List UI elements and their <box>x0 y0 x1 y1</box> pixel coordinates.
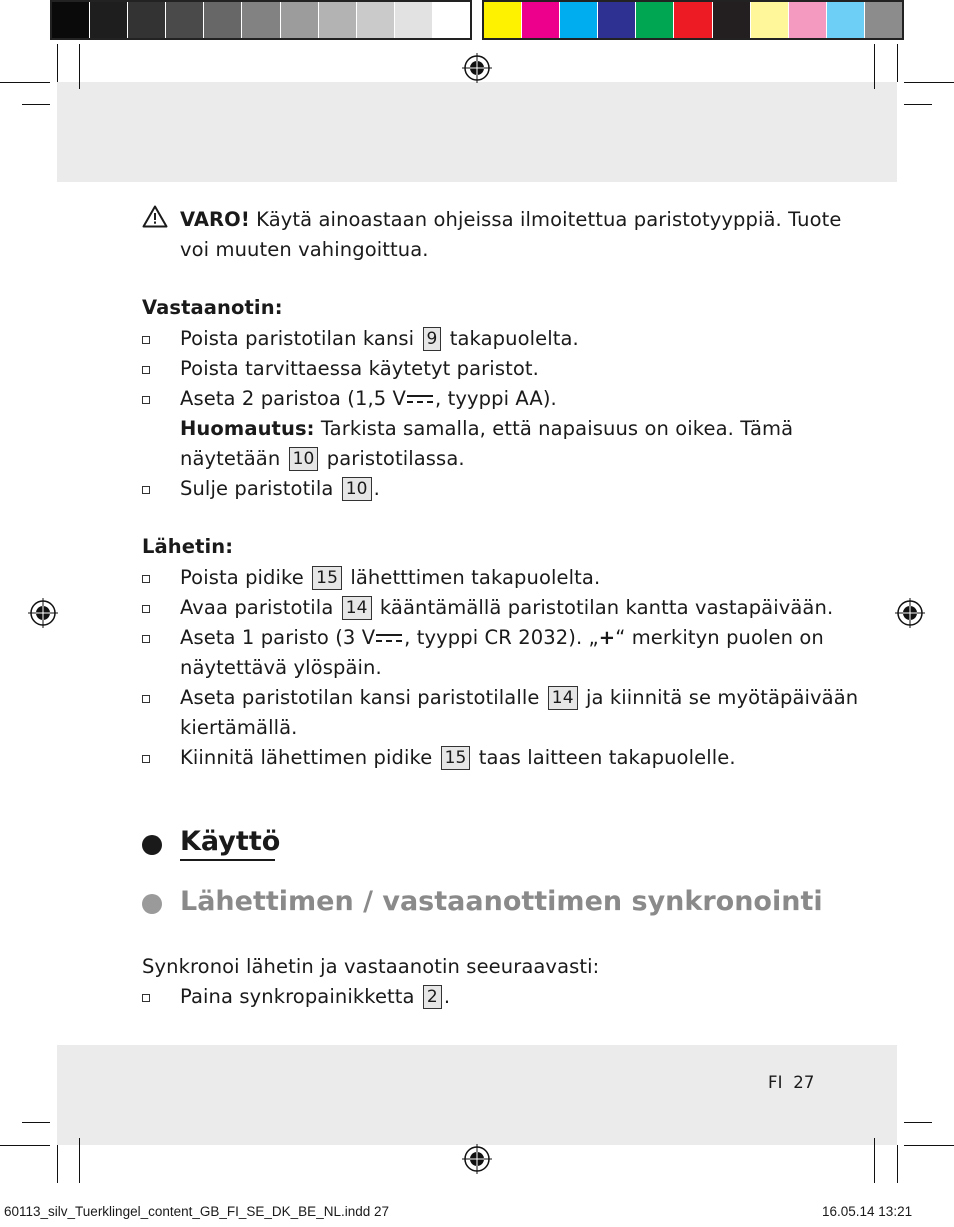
crop-mark <box>57 44 58 82</box>
plus-sign: + <box>598 626 616 649</box>
section-bullet-icon <box>142 835 162 855</box>
print-date-info: 16.05.14 13:21 <box>822 1204 913 1219</box>
warning-label: VARO! <box>180 208 250 231</box>
color-swatch <box>484 2 522 38</box>
step-text: Sulje paristotila <box>180 477 334 500</box>
note-text: paristotilassa. <box>326 447 465 470</box>
sync-step-1 <box>180 982 450 1012</box>
section-bullet-icon <box>142 894 162 914</box>
registration-mark-icon <box>895 598 925 628</box>
color-swatch <box>522 2 560 38</box>
color-swatch <box>52 2 90 38</box>
color-swatch <box>433 2 470 38</box>
color-swatch <box>674 2 712 38</box>
list-bullet <box>142 366 150 374</box>
section-title-underline <box>180 859 275 861</box>
dc-symbol-icon <box>407 392 433 406</box>
page-footer <box>768 1068 814 1098</box>
dc-symbol-icon <box>376 631 402 645</box>
step-text: “ merkityn puolen on <box>615 626 824 649</box>
part-reference: 14 <box>548 686 578 710</box>
list-bullet <box>142 994 150 1002</box>
color-swatch <box>357 2 395 38</box>
part-reference: 2 <box>423 985 442 1009</box>
print-file-info: 60113_silv_Tuerklingel_content_GB_FI_SE_DK_BE_NL.indd 27 <box>4 1204 389 1219</box>
language-code: FI <box>768 1073 783 1092</box>
warning-line-2: voi muuten vahingoittua. <box>180 238 429 261</box>
crop-mark <box>0 1145 50 1146</box>
color-swatch <box>560 2 598 38</box>
transmitter-step-2 <box>180 593 833 623</box>
crop-mark <box>79 1138 80 1183</box>
color-swatch <box>751 2 789 38</box>
part-reference: 14 <box>342 596 372 620</box>
color-swatch <box>636 2 674 38</box>
color-swatch <box>865 2 902 38</box>
process-color-bar <box>482 0 904 40</box>
crop-mark <box>57 1145 58 1183</box>
registration-mark-icon <box>28 598 58 628</box>
step-text: Poista paristotilan kansi <box>180 327 415 350</box>
crop-mark <box>22 104 50 105</box>
crop-mark <box>79 44 80 89</box>
note-text: Tarkista samalla, että napaisuus on oikea. Tämä <box>320 417 794 440</box>
transmitter-step-4 <box>180 683 858 713</box>
step-text: . <box>373 477 380 500</box>
step-text: kääntämällä paristotilan kantta vastapäivään. <box>379 596 834 619</box>
receiver-step-2: Poista tarvittaessa käytetyt paristot. <box>180 357 539 380</box>
step-text: , tyyppi CR 2032). „ <box>404 626 599 649</box>
list-bullet <box>142 755 150 763</box>
header-band <box>57 82 897 182</box>
list-bullet <box>142 486 150 494</box>
step-text: Aseta 2 paristoa (1,5 V <box>180 387 406 410</box>
color-swatch <box>242 2 280 38</box>
list-bullet <box>142 396 150 404</box>
step-text: taas laitteen takapuolelle. <box>478 746 736 769</box>
color-swatch <box>204 2 242 38</box>
list-bullet <box>142 336 150 344</box>
grayscale-color-bar <box>50 0 472 40</box>
registration-mark-icon <box>462 1144 492 1174</box>
part-reference: 15 <box>441 746 471 770</box>
transmitter-step-3 <box>180 623 824 653</box>
crop-mark <box>904 1122 932 1123</box>
step-text: Aseta 1 paristo (3 V <box>180 626 376 649</box>
transmitter-step-1 <box>180 563 600 593</box>
receiver-step-4 <box>180 474 380 504</box>
step-text: . <box>443 985 451 1008</box>
step-text: lähetttimen takapuolelta. <box>350 566 601 589</box>
color-swatch <box>281 2 319 38</box>
warning-triangle-icon <box>142 205 168 228</box>
sync-intro: Synkronoi lähetin ja vastaanotin seeuraavasti: <box>142 955 600 978</box>
part-reference: 10 <box>342 477 372 501</box>
crop-mark <box>874 1138 875 1183</box>
note-label: Huomautus: <box>180 417 315 440</box>
step-text: takapuolelta. <box>449 327 579 350</box>
crop-mark <box>897 1145 898 1183</box>
step-text: ja kiinnitä se myötäpäivään <box>585 686 859 709</box>
step-text: Aseta paristotilan kansi paristotilalle <box>180 686 540 709</box>
step-text: Paina synkropainikketta <box>180 985 415 1008</box>
transmitter-step-4-cont: kiertämällä. <box>180 716 298 739</box>
crop-mark <box>904 1145 954 1146</box>
transmitter-step-3-cont: näytettävä ylöspäin. <box>180 656 382 679</box>
part-reference: 9 <box>423 327 442 351</box>
crop-mark <box>904 82 954 83</box>
crop-mark <box>897 44 898 82</box>
step-text: Poista pidike <box>180 566 304 589</box>
part-reference: 15 <box>312 566 342 590</box>
color-swatch <box>395 2 433 38</box>
color-swatch <box>128 2 166 38</box>
crop-mark <box>874 44 875 89</box>
color-swatch <box>319 2 357 38</box>
receiver-step-1 <box>180 324 579 354</box>
section-title-use: Käyttö <box>180 826 281 857</box>
transmitter-step-5 <box>180 743 736 773</box>
warning-text: Käytä ainoastaan ohjeissa ilmoitettua paristotyyppiä. Tuote <box>256 208 842 231</box>
list-bullet <box>142 635 150 643</box>
color-swatch <box>166 2 204 38</box>
warning-line-1 <box>180 205 842 235</box>
color-swatch <box>827 2 865 38</box>
registration-mark-icon <box>462 53 492 83</box>
page-number: 27 <box>793 1073 815 1092</box>
list-bullet <box>142 575 150 583</box>
color-swatch <box>713 2 751 38</box>
part-reference: 10 <box>289 447 319 471</box>
step-text: Avaa paristotila <box>180 596 334 619</box>
step-text: Kiinnitä lähettimen pidike <box>180 746 433 769</box>
section-title-sync: Lähettimen / vastaanottimen synkronointi <box>180 886 823 917</box>
receiver-note-line-2 <box>180 444 465 474</box>
transmitter-heading: Lähetin: <box>142 535 234 558</box>
receiver-note-line-1 <box>180 414 793 444</box>
crop-mark <box>904 104 932 105</box>
crop-mark <box>22 1122 50 1123</box>
color-swatch <box>90 2 128 38</box>
receiver-step-3 <box>180 384 557 414</box>
crop-mark <box>0 82 50 83</box>
step-text: , tyyppi AA). <box>435 387 557 410</box>
color-swatch <box>598 2 636 38</box>
list-bullet <box>142 695 150 703</box>
color-swatch <box>789 2 827 38</box>
note-text: näytetään <box>180 447 281 470</box>
receiver-heading: Vastaanotin: <box>142 296 283 319</box>
list-bullet <box>142 605 150 613</box>
